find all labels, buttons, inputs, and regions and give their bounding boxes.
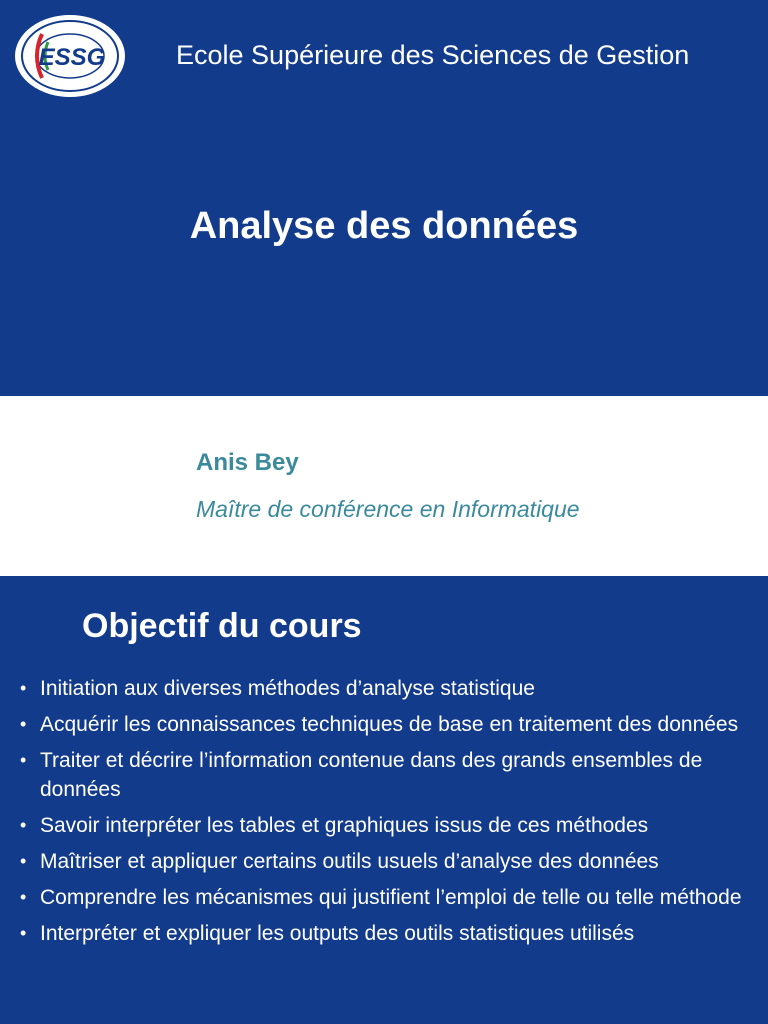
- objective-text: Traiter et décrire l’information contenue dans des grands ensembles de données: [40, 749, 703, 801]
- objective-item: [0, 811, 768, 840]
- objectives-slide: [0, 576, 768, 1024]
- school-name: Ecole Supérieure des Sciences de Gestion: [176, 40, 690, 70]
- svg-text:ESSG: ESSG: [38, 44, 106, 71]
- objective-text: Comprendre les mécanismes qui justifient l’emploi de telle ou telle méthode: [40, 886, 742, 909]
- objective-text: Acquérir les connaissances techniques de base en traitement des données: [40, 713, 739, 736]
- objective-text: Maîtriser et appliquer certains outils usuels d’analyse des données: [40, 850, 659, 873]
- objective-text: Initiation aux diverses méthodes d’analyse statistique: [40, 677, 535, 700]
- objective-item: [0, 674, 768, 703]
- objectives-title: Objectif du cours: [82, 607, 362, 645]
- bullet-icon: •: [20, 887, 27, 907]
- author-role: Maître de conférence en Informatique: [196, 496, 580, 522]
- objective-item: [0, 847, 768, 876]
- objective-item: [0, 919, 768, 948]
- objectives-list: [0, 674, 768, 955]
- bullet-icon: •: [20, 714, 27, 734]
- bullet-icon: •: [20, 923, 27, 943]
- bullet-icon: •: [20, 678, 27, 698]
- objective-text: Savoir interpréter les tables et graphiques issus de ces méthodes: [40, 814, 649, 837]
- author-name: Anis Bey: [196, 449, 299, 476]
- bullet-icon: •: [20, 851, 27, 871]
- title-slide-author-panel: [0, 396, 768, 576]
- objective-item: [0, 883, 768, 912]
- objective-item: [0, 710, 768, 739]
- bullet-icon: •: [20, 750, 27, 770]
- objective-text: Interpréter et expliquer les outputs des outils statistiques utilisés: [40, 922, 635, 945]
- presentation-title: Analyse des données: [189, 205, 579, 247]
- bullet-icon: •: [20, 815, 27, 835]
- essg-logo: [12, 12, 128, 100]
- title-slide-header: [0, 0, 768, 396]
- objective-item: [0, 746, 768, 804]
